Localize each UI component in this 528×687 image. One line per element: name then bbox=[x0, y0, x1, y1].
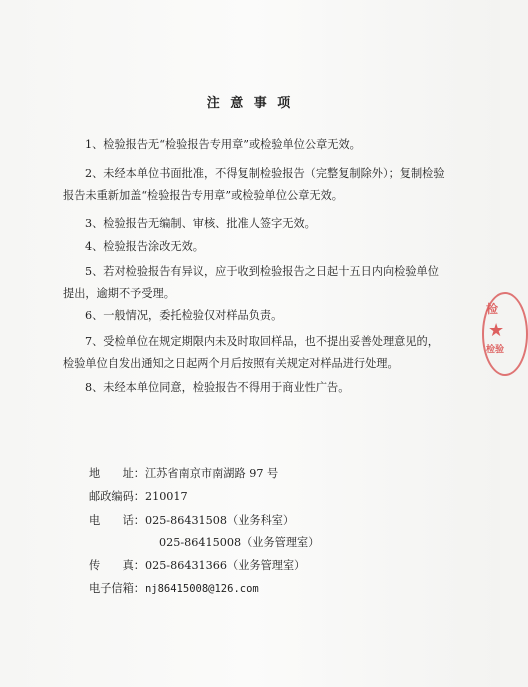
phone-value-1: 025-86431508（业务科室） bbox=[144, 514, 295, 527]
notice-line: 检验单位自发出通知之日起两个月后按照有关规定对样品进行处理。 bbox=[63, 357, 399, 370]
fax-value: 025-86431366（业务管理室） bbox=[144, 559, 306, 572]
notice-7 bbox=[63, 331, 443, 375]
notice-line: 3、检验报告无编制、审核、批准人签字无效。 bbox=[85, 217, 316, 230]
address-value: 江苏省南京市南湖路 97 号 bbox=[144, 467, 279, 480]
email-row bbox=[89, 579, 259, 599]
notice-line: 8、未经本单位同意，检验报告不得用于商业性广告。 bbox=[85, 381, 350, 394]
postcode-row bbox=[89, 487, 188, 507]
notice-8 bbox=[63, 377, 443, 399]
email-label: 电子信箱： bbox=[89, 582, 145, 595]
notice-line: 报告未重新加盖“检验报告专用章”或检验单位公章无效。 bbox=[63, 189, 343, 202]
notice-6 bbox=[63, 305, 443, 327]
official-seal bbox=[482, 292, 528, 376]
notice-2 bbox=[63, 163, 443, 207]
page-title: 注 意 事 项 bbox=[206, 96, 294, 111]
notice-line: 1、检验报告无“检验报告专用章”或检验单位公章无效。 bbox=[85, 138, 361, 151]
phone-row bbox=[89, 511, 294, 531]
address-row bbox=[89, 464, 278, 484]
seal-star-icon: ★ bbox=[488, 320, 505, 341]
phone-value-2: 025-86415008（业务管理室） bbox=[159, 536, 320, 549]
notice-3 bbox=[63, 213, 443, 235]
notice-1 bbox=[63, 134, 443, 156]
seal-text-top: 检 bbox=[486, 302, 499, 316]
fax-label: 传 真： bbox=[89, 559, 145, 572]
postcode-value: 210017 bbox=[144, 490, 188, 503]
seal-text-bottom: 检验 bbox=[486, 345, 505, 355]
notice-line: 7、受检单位在规定期限内未及时取回样品，也不提出妥善处理意见的， bbox=[85, 335, 439, 348]
fax-row bbox=[89, 556, 305, 576]
notice-5 bbox=[63, 261, 443, 305]
notice-4 bbox=[63, 236, 443, 258]
address-label: 地 址： bbox=[89, 467, 145, 480]
postcode-label: 邮政编码： bbox=[89, 490, 145, 503]
notice-line: 6、一般情况，委托检验仅对样品负责。 bbox=[85, 309, 283, 322]
notice-line: 2、未经本单位书面批准，不得复制检验报告（完整复制除外）；复制检验 bbox=[85, 167, 445, 180]
notice-line: 提出，逾期不予受理。 bbox=[63, 287, 175, 300]
phone-row-2 bbox=[159, 533, 319, 553]
notice-line: 4、检验报告涂改无效。 bbox=[85, 240, 204, 253]
phone-label: 电 话： bbox=[89, 514, 145, 527]
notice-line: 5、若对检验报告有异议，应于收到检验报告之日起十五日内向检验单位 bbox=[85, 265, 439, 278]
email-value: nj86415008@126.com bbox=[144, 583, 259, 595]
